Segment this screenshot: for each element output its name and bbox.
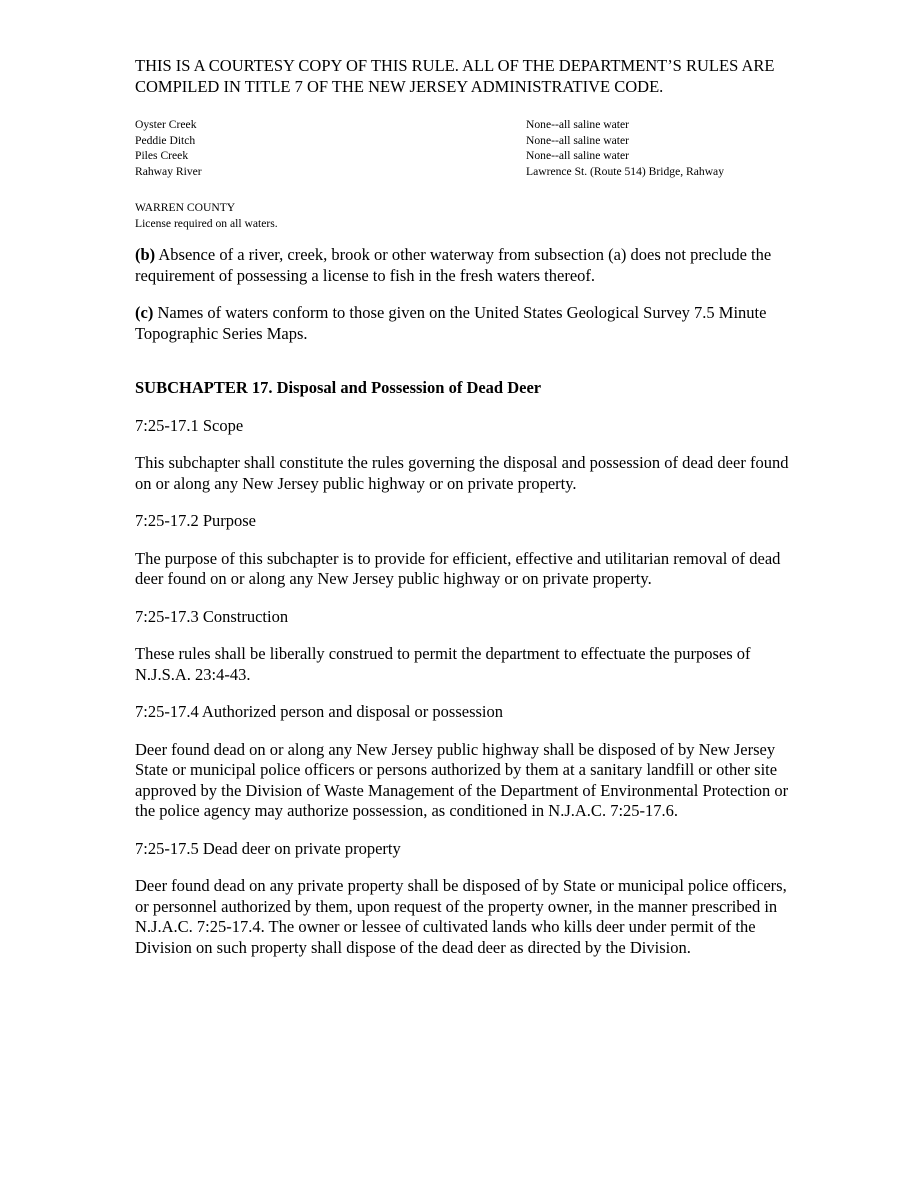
subsection-marker: (b) (135, 245, 156, 265)
table-row (135, 148, 795, 164)
section-body: Deer found dead on any private property shall be disposed of by State or municipal police officers, or personnel authorized by them, upon request of the property owner, in the manner prescribed in N.J.A.C. 7:25-17.4. The owner or lessee of cultivated lands who kills deer under permit of the Division on such property shall dispose of the dead deer as directed by the Division. (135, 876, 787, 957)
subsection-b (135, 245, 795, 286)
table-row (135, 164, 795, 180)
water-limit: Lawrence St. (Route 514) Bridge, Rahway (526, 165, 725, 179)
water-limit: None--all saline water (526, 133, 630, 147)
section-body: Deer found dead on or along any New Jersey public highway shall be disposed of by New Jersey State or municipal police officers or persons authorized by them at a sanitary landfill or other site approved by the Division of Waste Management of the Department of Environmental Protection or the police agency may authorize possession, as conditioned in N.J.A.C. 7:25-17.6. (135, 739, 789, 821)
water-limit: None--all saline water (526, 118, 630, 131)
county-note: License required on all waters. (135, 216, 278, 230)
water-name: Oyster Creek (135, 118, 197, 131)
courtesy-copy-banner: THIS IS A COURTESY COPY OF THIS RULE. ALL OF THE DEPARTMENT’S RULES ARE COMPILED IN TITLE 7 OF THE NEW JERSEY ADMINISTRATIVE CODE. (135, 56, 775, 96)
subsection-text: Absence of a river, creek, brook or other waterway from subsection (a) does not preclude the requirement of possessing a license to fish in the fresh waters thereof. (135, 245, 772, 285)
water-name: Peddie Ditch (135, 133, 196, 147)
section-body: This subchapter shall constitute the rules governing the disposal and possession of dead deer found on or along any New Jersey public highway or on private property. (135, 453, 789, 493)
water-limit: None--all saline water (526, 149, 630, 163)
water-name: Rahway River (135, 165, 202, 179)
county-name: WARREN COUNTY (135, 200, 236, 214)
water-name: Piles Creek (135, 149, 189, 163)
section-heading: 7:25-17.5 Dead deer on private property (135, 838, 401, 858)
section-heading: 7:25-17.2 Purpose (135, 511, 256, 531)
county-block (135, 200, 795, 231)
table-row (135, 133, 795, 149)
subsection-text: Names of waters conform to those given on the United States Geological Survey 7.5 Minute Topographic Series Maps. (135, 303, 767, 343)
table-row (135, 117, 795, 133)
waters-table (135, 117, 795, 180)
section-heading: 7:25-17.1 Scope (135, 415, 244, 435)
section-heading: 7:25-17.3 Construction (135, 606, 289, 626)
section-body: The purpose of this subchapter is to provide for efficient, effective and utilitarian removal of dead deer found on or along any New Jersey public highway or on private property. (135, 548, 781, 589)
section-body: These rules shall be liberally construed to permit the department to effectuate the purposes of N.J.S.A. 23:4-43. (135, 644, 751, 684)
document-page (135, 56, 795, 958)
subsection-marker: (c) (135, 303, 154, 323)
subchapter-title: SUBCHAPTER 17. Disposal and Possession of Dead Deer (135, 378, 542, 398)
subsection-c (135, 303, 795, 344)
section-heading: 7:25-17.4 Authorized person and disposal or possession (135, 702, 504, 722)
